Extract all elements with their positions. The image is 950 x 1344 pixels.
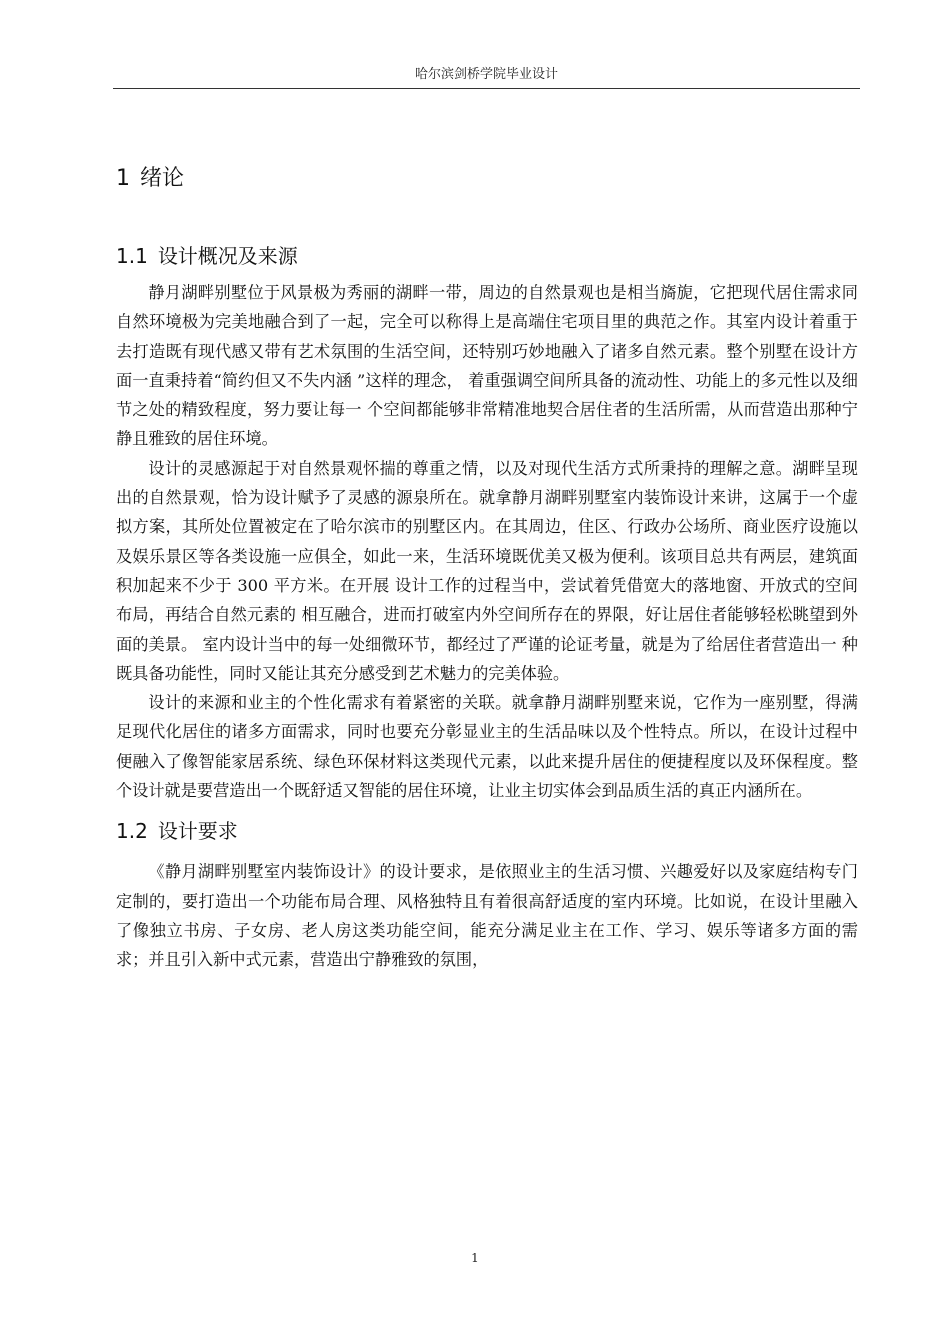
section-heading (116, 238, 858, 274)
body-paragraph: 静月湖畔别墅位于风景极为秀丽的湖畔一带，周边的自然景观也是相当旖旎，它把现代居住需求同自然环境极为完美地融合到了一起，完全可以称得上是高端住宅项目里的典范之作。其室内设计着重于去打造既有现代感又带有艺术氛围的生活空间，还特别巧妙地融入了诸多自然元素。整个别墅在设计方面一直秉持着“简约但又不失内涵 ”这样的理念， 着重强调空间所具备的流动性、功能上的多元性以及细节之处的精致程度，努力要让每一 个空间都能够非常精准地契合居住者的生活所需，从而营造出那种宁静且雅致的居住环境。 (116, 283, 858, 449)
section-title: 设计要求 (157, 819, 238, 844)
header-divider (113, 88, 860, 89)
chapter-title: 绪论 (140, 166, 185, 191)
body-paragraph: 设计的灵感源起于对自然景观怀揣的尊重之情，以及对现代生活方式所秉持的理解之意。湖畔呈现出的自然景观，恰为设计赋予了灵感的源泉所在。就拿静月湖畔别墅室内装饰设计来讲，这属于一个虚拟方案，其所处位置被定在了哈尔滨市的别墅区内。在其周边，住区、行政办公场所、商业医疗设施以及娱乐景区等各类设施一应俱全，如此一来，生活环境既优美又极为便利。该项目总共有两层，建筑面积加起来不少于 300 平方米。在开展 设计工作的过程当中，尝试着凭借宽大的落地窗、开放式的空间布局，再结合自然元素的 相互融合，进而打破室内外空间所存在的界限，好让居住者能够轻松眺望到外面的美景。 室内设计当中的每一处细微环节，都经过了严谨的论证考量，就是为了给居住者营造出一 种既具备功能性，同时又能让其充分感受到艺术魅力的完美体验。 (116, 458, 858, 683)
chapter-number: 1 (116, 166, 130, 191)
body-paragraph: 《静月湖畔别墅室内装饰设计》的设计要求，是依照业主的生活习惯、兴趣爱好以及家庭结构专门定制的，要打造出一个功能布局合理、风格独特且有着很高舒适度的室内环境。比如说，在设计里融入了像独立书房、子女房、老人房这类功能空间，能充分满足业主在工作、学习、娱乐等诸多方面的需求；并且引入新中式元素，营造出宁静雅致的氛围， (116, 862, 858, 970)
section-number: 1.1 (116, 244, 148, 268)
section-number: 1.2 (116, 819, 148, 844)
section-heading (116, 813, 858, 849)
chapter-heading (116, 160, 858, 198)
section-title: 设计概况及来源 (157, 244, 298, 268)
page-content (116, 160, 858, 975)
running-header: 哈尔滨剑桥学院毕业设计 (414, 67, 558, 82)
body-paragraph: 设计的来源和业主的个性化需求有着紧密的关联。就拿静月湖畔别墅来说，它作为一座别墅，得满足现代化居住的诸多方面需求，同时也要充分彰显业主的生活品味以及个性特点。所以，在设计过程中便融入了像智能家居系统、绿色环保材料这类现代元素，以此来提升居住的便捷程度以及环保程度。整个设计就是要营造出一个既舒适又智能的居住环境，让业主切实体会到品质生活的真正内涵所在。 (116, 693, 858, 801)
page-number: 1 (471, 1251, 479, 1265)
